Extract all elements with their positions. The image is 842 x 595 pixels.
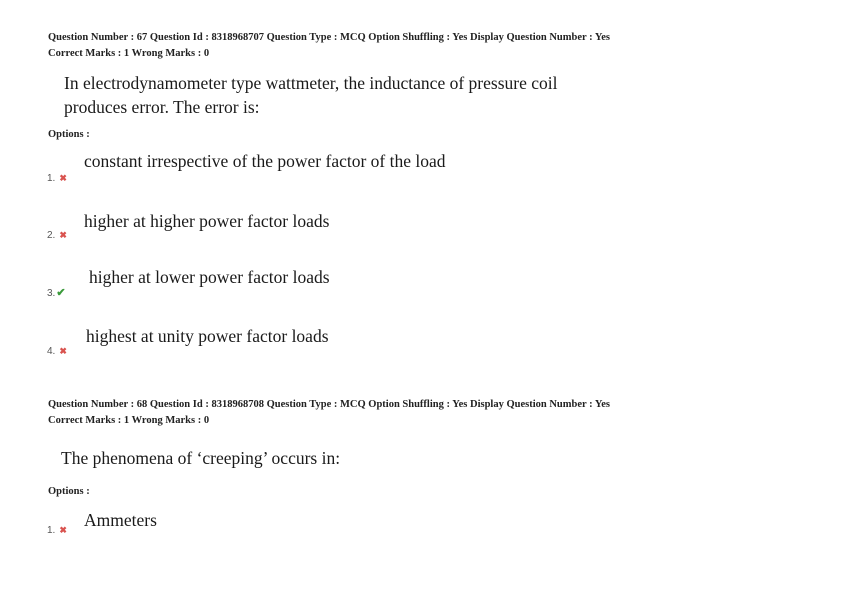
question-67-options-label: Options :	[48, 129, 90, 140]
option-number: 1.	[47, 173, 56, 184]
correct-check-icon: ✔	[56, 287, 66, 299]
question-67-option-1-text: constant irrespective of the power factor of the load	[84, 151, 446, 171]
wrong-mark-icon: ✖	[59, 173, 67, 183]
wrong-mark-icon: ✖	[59, 525, 67, 535]
question-67-text-line2: produces error. The error is:	[64, 97, 260, 117]
question-68-meta-line1: Question Number : 68 Question Id : 8318968708 Question Type : MCQ Option Shuffling : Yes Display Question Number : Yes	[48, 399, 611, 410]
question-68-text-line1: The phenomena of ‘creeping’ occurs in:	[61, 448, 341, 468]
question-67-meta-line1: Question Number : 67 Question Id : 8318968707 Question Type : MCQ Option Shuffling : Yes Display Question Number : Yes	[48, 32, 611, 43]
question-67-meta-line2: Correct Marks : 1 Wrong Marks : 0	[48, 48, 210, 59]
option-number: 3.	[47, 288, 56, 299]
wrong-mark-icon: ✖	[59, 346, 67, 356]
question-67-text-line1: In electrodynamometer type wattmeter, the inductance of pressure coil	[64, 73, 558, 93]
question-68-option-1-text: Ammeters	[84, 510, 157, 530]
question-67-option-4-number	[47, 346, 67, 357]
question-67-option-3-number	[47, 286, 66, 299]
question-67-option-2-text: higher at higher power factor loads	[84, 211, 330, 231]
question-68-options-label: Options :	[48, 486, 90, 497]
wrong-mark-icon: ✖	[59, 230, 67, 240]
question-68-meta-line2: Correct Marks : 1 Wrong Marks : 0	[48, 415, 210, 426]
option-number: 4.	[47, 346, 56, 357]
question-68-option-1-number	[47, 525, 67, 536]
question-67-option-2-number	[47, 230, 67, 241]
option-number: 2.	[47, 230, 56, 241]
question-67-option-1-number	[47, 173, 67, 184]
option-number: 1.	[47, 525, 56, 536]
question-67-option-4-text: highest at unity power factor loads	[86, 326, 329, 346]
question-67-option-3-text: higher at lower power factor loads	[89, 267, 330, 287]
